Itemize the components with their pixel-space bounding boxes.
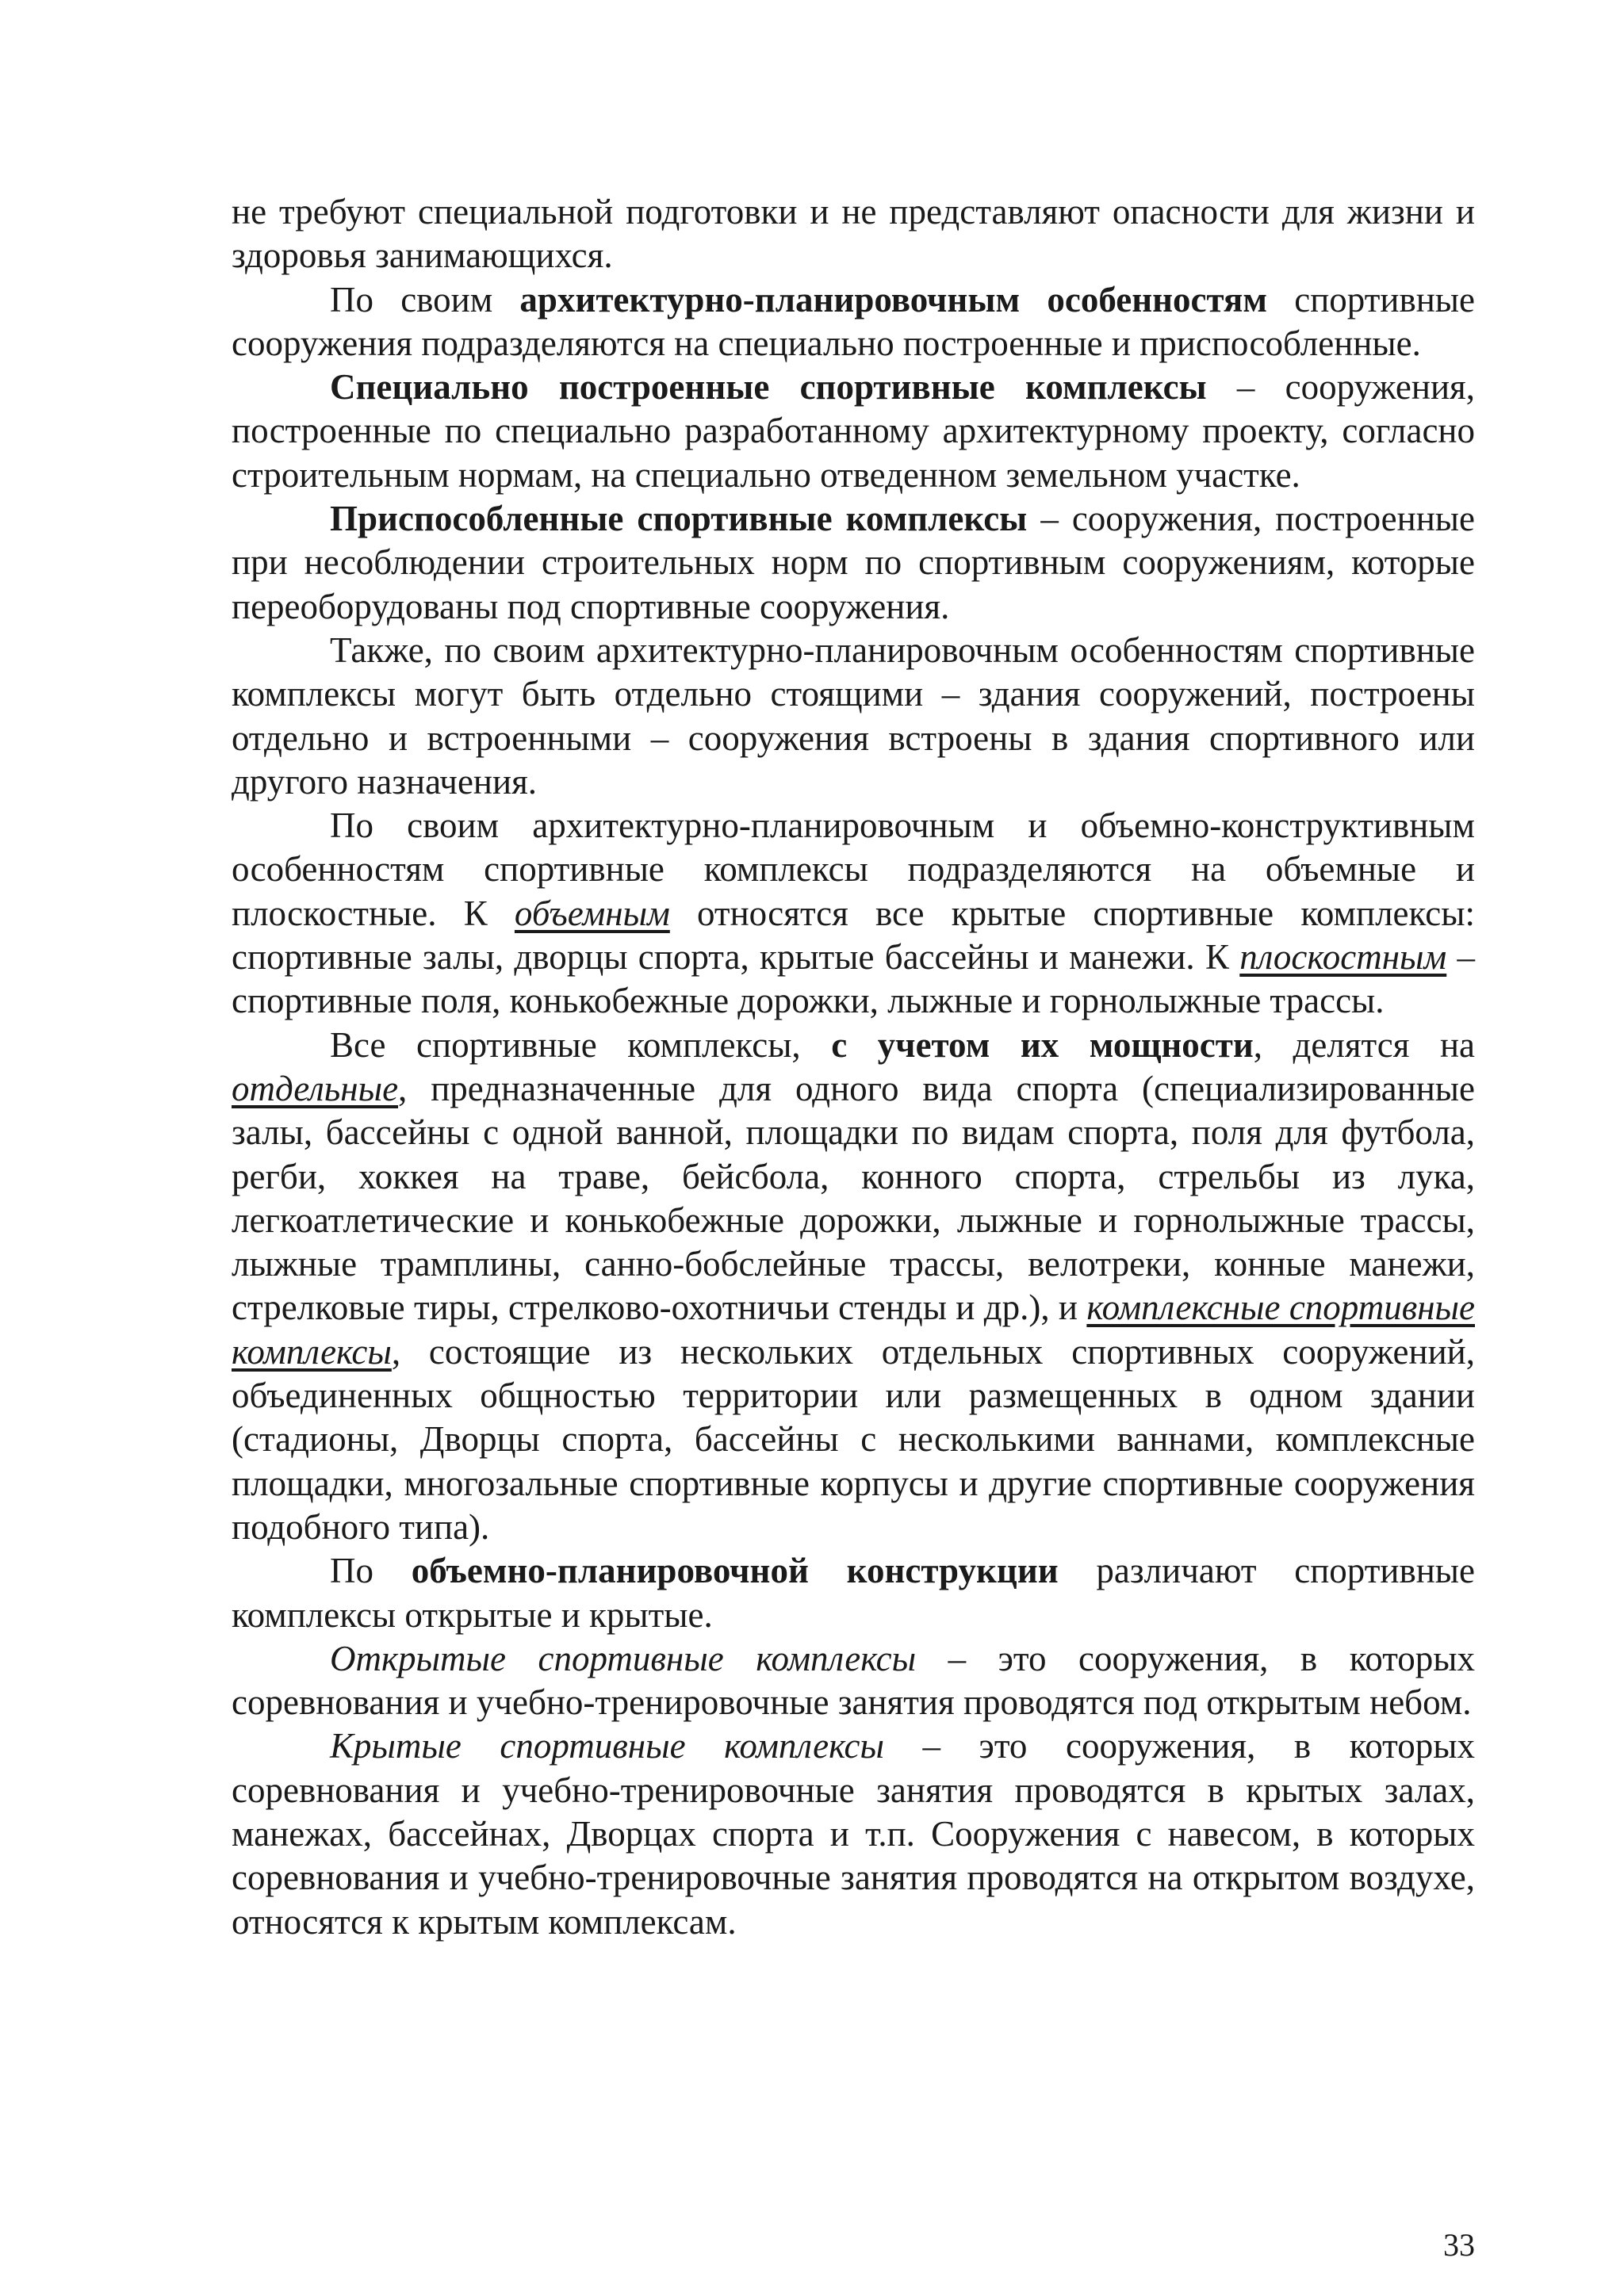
text-run: Также, по своим архитектурно-планировочным особенностям спортивные комплексы могут быть отдельно стоящими – здания сооружений, построены отдельно и встроенными – сооружения встроены в здания спортивного или другого назначения. — [232, 629, 1475, 802]
bold-term: объемно-планировочной конструкции — [411, 1551, 1059, 1591]
paragraph — [232, 278, 1475, 366]
text-run: – это сооружения, в которых соревнования и учебно-тренировочные занятия проводятся в крытых залах, манежах, бассейнах, Дворцах спорта и т.п. Сооружения с навесом, в которых соревнования и учебно-тренировочные занятия проводятся на открытом воздухе, относятся к крытым комплексам. — [232, 1726, 1475, 1942]
text-run: Все спортивные комплексы, — [330, 1024, 832, 1065]
paragraph — [232, 629, 1475, 804]
bold-term: архитектурно-планировочным особенностям — [519, 279, 1268, 320]
underlined-term: комплексные спортивные комплексы — [232, 1288, 1475, 1372]
text-run: По — [330, 1551, 412, 1591]
bold-term: с учетом их мощности — [831, 1024, 1254, 1065]
text-run: различают спортивные комплексы открытые и крытые. — [232, 1551, 1476, 1635]
text-run: – это сооружения, в которых соревнования и учебно-тренировочные занятия проводятся под открытым небом. — [232, 1638, 1476, 1723]
text-run: , делятся на — [1253, 1024, 1476, 1065]
text-run: – спортивные поля, конькобежные дорожки, лыжные и горнолыжные трассы. — [232, 937, 1476, 1021]
bold-term: Специально построенные спортивные комплексы — [330, 367, 1207, 408]
text-run: спортивные сооружения подразделяются на специально построенные и приспособленные. — [232, 279, 1475, 363]
text-run: , предназначенные для одного вида спорта (специализированные залы, бассейны с одной ванной, площадки по видам спорта, поля для футбола, регби, хоккея на траве, бейсбола, конного спорта, стрельбы из лука, легкоатлетические и конькобежные дорожки, лыжные и горнолыжные трассы, лыжные трамплины, санно-бобслейные трассы, велотреки, конные манежи, стрелковые тиры, стрелково-охотничьи стенды и др.), и — [232, 1068, 1475, 1328]
paragraph — [232, 365, 1475, 497]
paragraph — [232, 1637, 1475, 1725]
text-run: По своим — [330, 279, 520, 320]
italic-term: Открытые спортивные комплексы — [330, 1638, 917, 1678]
text-run: По своим архитектурно-планировочным и объемно-конструктивным особенностям спортивные комплексы подразделяются на объемные и плоскостные. К — [232, 806, 1475, 933]
paragraph — [232, 190, 1475, 278]
italic-term: Крытые спортивные комплексы — [330, 1726, 884, 1766]
text-run: относятся все крытые спортивные комплексы: спортивные залы, дворцы спорта, крытые бассейны и манежи. К — [232, 893, 1475, 978]
text-run: , состоящие из нескольких отдельных спортивных сооружений, объединенных общностью территории или размещенных в одном здании (стадионы, Дворцы спорта, бассейны с несколькими ваннами, комплексные площадки, многозальные спортивные корпусы и другие спортивные сооружения подобного типа). — [232, 1331, 1475, 1547]
paragraph — [232, 804, 1475, 1023]
page-body — [232, 190, 1475, 1944]
bold-term: Приспособленные спортивные комплексы — [330, 499, 1028, 539]
text-run: не требуют специальной подготовки и не представляют опасности для жизни и здоровья занимающихся. — [232, 192, 1475, 276]
paragraph — [232, 1724, 1475, 1943]
paragraph — [232, 497, 1475, 629]
underlined-term: отдельные — [232, 1068, 399, 1108]
paragraph — [232, 1024, 1475, 1550]
underlined-term: объемным — [514, 893, 670, 933]
text-run: – сооружения, построенные при несоблюдении строительных норм по спортивным сооружениям, которые переоборудованы под спортивные сооружения. — [232, 499, 1475, 626]
paragraph — [232, 1549, 1475, 1637]
page-number: 33 — [1443, 2227, 1475, 2263]
text-run: – сооружения, построенные по специально разработанному архитектурному проекту, согласно строительным нормам, на специально отведенном земельном участке. — [232, 367, 1475, 495]
underlined-term: плоскостным — [1239, 937, 1447, 978]
